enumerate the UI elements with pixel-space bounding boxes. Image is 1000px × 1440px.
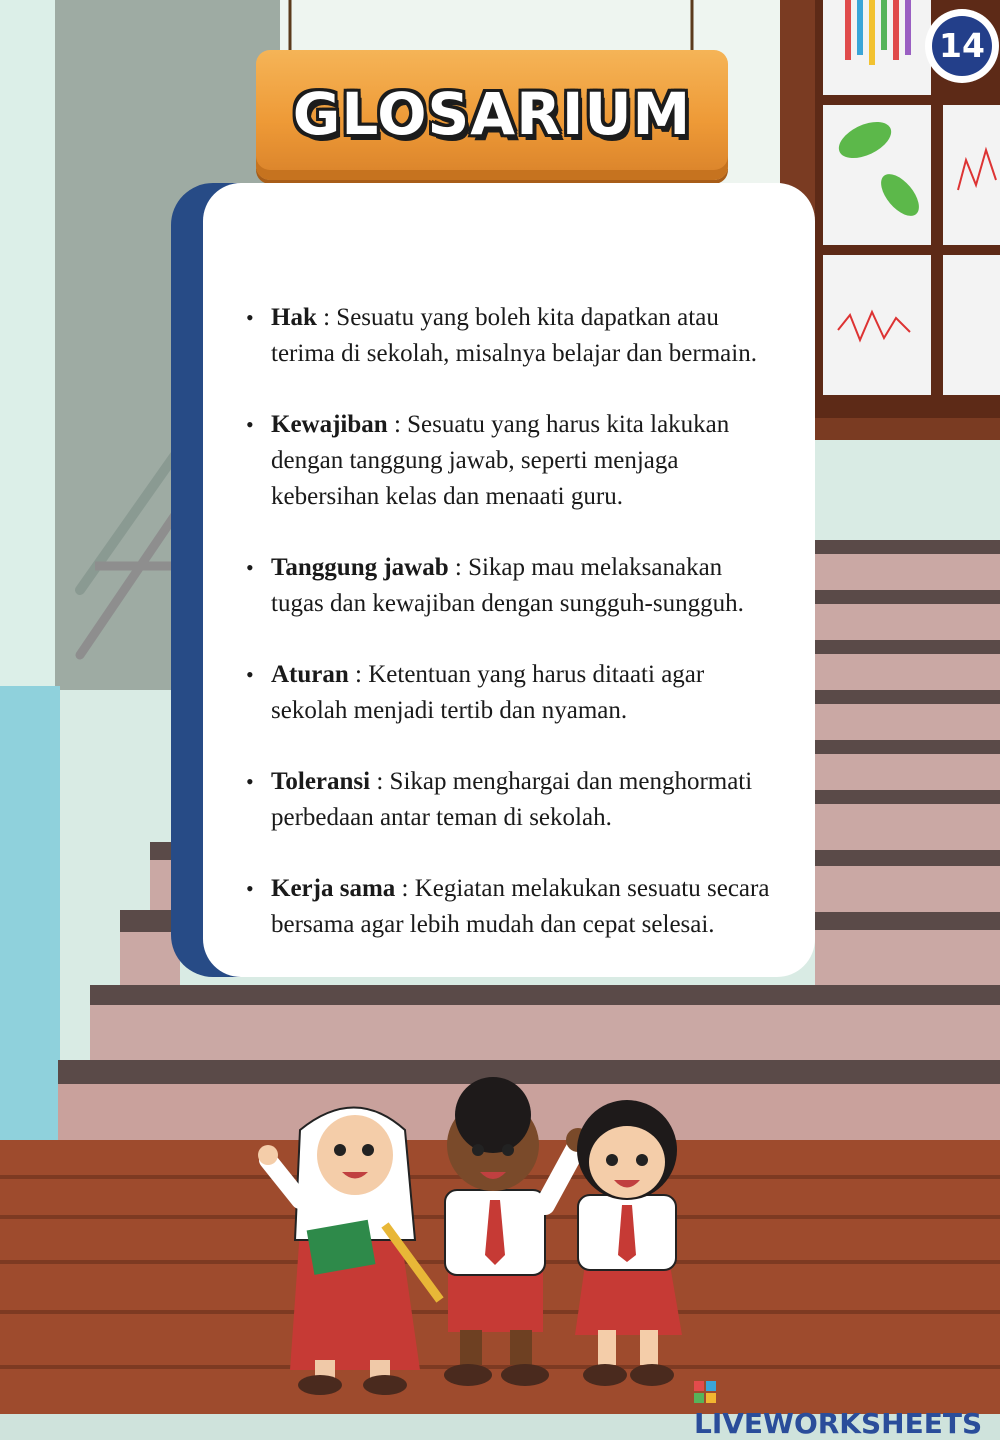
- glossary-definition: : Ketentuan yang harus ditaati agar sekolah menjadi tertib dan nyaman.: [271, 661, 705, 724]
- bullet-icon: •: [246, 876, 254, 901]
- bullet-icon: •: [246, 662, 254, 687]
- glossary-term: Tanggung jawab: [271, 554, 449, 581]
- glossary-definition: : Sikap menghargai dan menghormati perbedaan antar teman di sekolah.: [271, 768, 753, 831]
- glossary-item: [246, 871, 776, 943]
- glossary-term: Hak: [271, 304, 317, 331]
- bullet-icon: •: [246, 412, 254, 437]
- glossary-item: [246, 550, 776, 622]
- glossary-definition: : Sesuatu yang harus kita lakukan dengan tanggung jawab, seperti menjaga kebersihan kelas dan menaati guru.: [271, 411, 730, 510]
- page-title: GLOSARIUM: [292, 80, 692, 148]
- glossary-term: Toleransi: [271, 768, 371, 795]
- glossary-term: Kewajiban: [271, 411, 388, 438]
- glossary-definition: : Sesuatu yang boleh kita dapatkan atau terima di sekolah, misalnya belajar dan bermain.: [271, 304, 757, 367]
- glossary-item: [246, 300, 776, 372]
- watermark-text: LIVEWORKSHEETS: [694, 1407, 983, 1440]
- glossary-term: Aturan: [271, 661, 349, 688]
- glossary-term: Kerja sama: [271, 875, 396, 902]
- glossary-item: [246, 764, 776, 836]
- bullet-icon: •: [246, 555, 254, 580]
- page-number-badge: [928, 12, 996, 80]
- bullet-icon: •: [246, 305, 254, 330]
- glossary-definition: : Kegiatan melakukan sesuatu secara bersama agar lebih mudah dan cepat selesai.: [271, 875, 770, 938]
- title-sign: [256, 50, 728, 180]
- page-number: 14: [932, 16, 992, 76]
- wooden-floor: [0, 1140, 1000, 1414]
- glossary-item: [246, 407, 776, 515]
- bullet-icon: •: [246, 769, 254, 794]
- glossary-list: [246, 300, 776, 978]
- watermark: [694, 1374, 1000, 1440]
- glossary-item: [246, 657, 776, 729]
- liveworksheets-logo-icon: [694, 1381, 716, 1403]
- glossary-definition: : Sikap mau melaksanakan tugas dan kewajiban dengan sungguh-sungguh.: [271, 554, 744, 617]
